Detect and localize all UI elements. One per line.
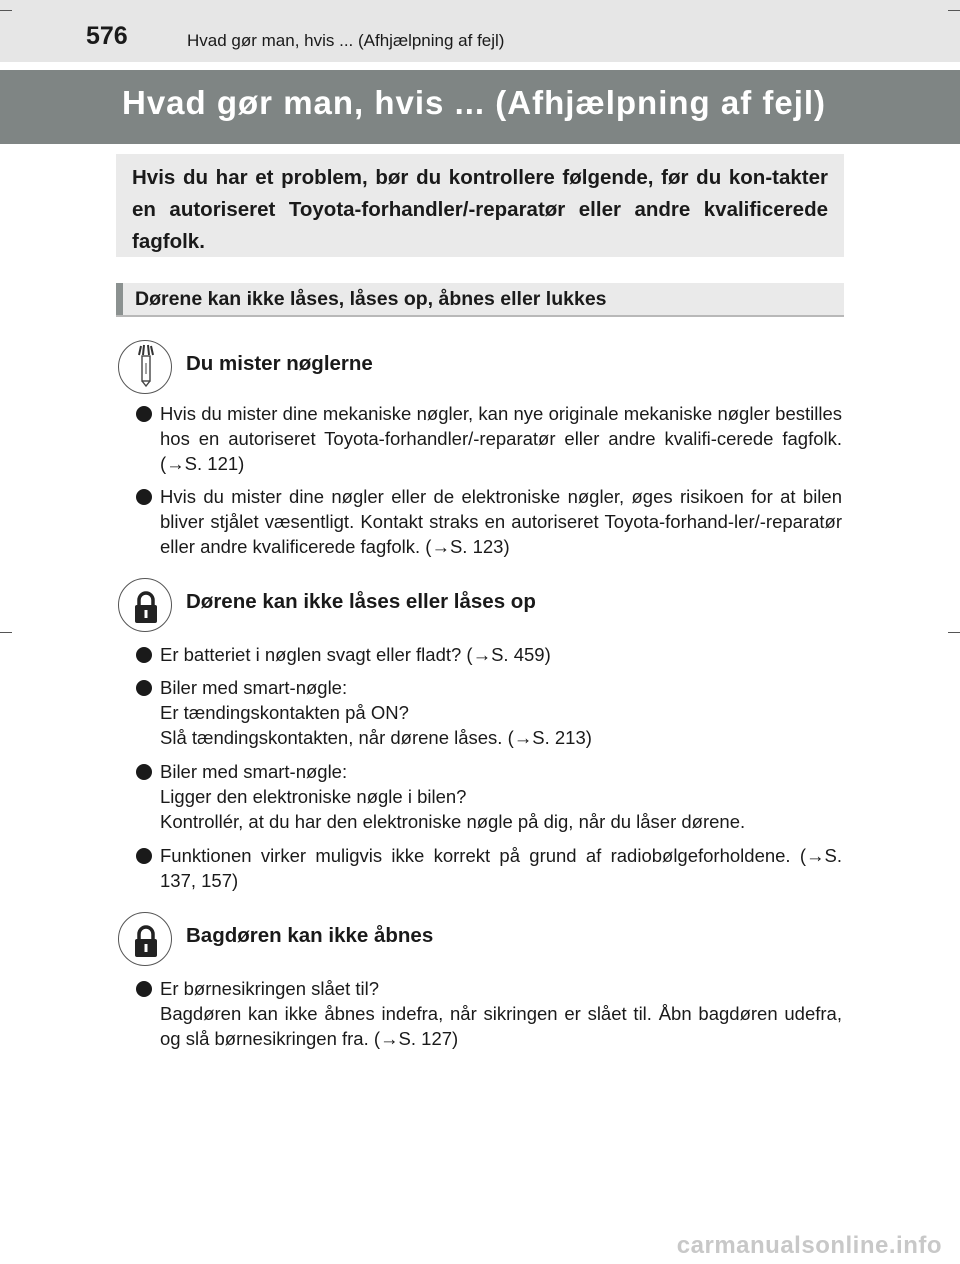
bullet-dot: [136, 848, 152, 864]
bullet-text: Funktionen virker muligvis ikke korrekt på grund af radiobølgeforholdene. (→S. 137, 157): [160, 845, 842, 891]
watermark: carmanualsonline.info: [676, 1232, 942, 1259]
bullet-text: Hvis du mister dine mekaniske nøgler, kan nye originale mekaniske nøgler bestilles hos en autoriseret Toyota-forhandler/-reparatør eller andre kvalifi-cerede fagfolk. (→S. 121): [160, 403, 842, 474]
padlock-icon: [118, 912, 172, 966]
section-title: Dørene kan ikke låses, låses op, åbnes eller lukkes: [135, 288, 607, 310]
list-item: [136, 843, 842, 893]
section-header: [116, 283, 844, 317]
crop-mark: [948, 10, 960, 11]
page-title: Hvad gør man, hvis ... (Afhjælpning af fejl): [122, 84, 827, 121]
bullet-dot: [136, 764, 152, 780]
bullet-text: Er batteriet i nøglen svagt eller fladt? (→S. 459): [160, 644, 551, 665]
list-item: [136, 759, 842, 834]
list-item: [136, 401, 842, 476]
crop-mark: [0, 632, 12, 633]
section-accent: [116, 283, 123, 315]
running-title: Hvad gør man, hvis ... (Afhjælpning af fejl): [187, 31, 505, 50]
intro-box: [116, 154, 844, 257]
key-icon: [118, 340, 172, 394]
bullet-line: Er tændingskontakten på ON?: [160, 702, 409, 723]
bullet-line: Biler med smart-nøgle:: [160, 677, 348, 698]
subsection-title: Du mister nøglerne: [186, 352, 373, 375]
crop-mark: [0, 10, 12, 11]
crop-mark: [948, 632, 960, 633]
bullet-dot: [136, 647, 152, 663]
list-item: [136, 484, 842, 559]
bullet-line: Biler med smart-nøgle:: [160, 761, 348, 782]
padlock-icon: [118, 578, 172, 632]
bullet-line: Kontrollér, at du har den elektroniske nøgle på dig, når du låser dørene.: [160, 811, 746, 832]
bullet-dot: [136, 406, 152, 422]
page-number: 576: [86, 22, 128, 50]
subsection-title: Bagdøren kan ikke åbnes: [186, 924, 434, 947]
bullet-text: Hvis du mister dine nøgler eller de elektroniske nøgler, øges risikoen for at bilen bliver stjålet væsentligt. Kontakt straks en autoriseret Toyota-forhand-ler/-reparatør eller andre kvalificerede fagfolk. (→S. 123): [160, 486, 842, 557]
bullet-line: Bagdøren kan ikke åbnes indefra, når sikringen er slået til. Åbn bagdøren udefra, og slå børnesikringen fra. (→S. 127): [160, 1003, 842, 1049]
bullet-dot: [136, 981, 152, 997]
bullet-line: Ligger den elektroniske nøgle i bilen?: [160, 786, 467, 807]
list-item: [136, 642, 842, 667]
bullet-dot: [136, 489, 152, 505]
intro-text: Hvis du har et problem, bør du kontrollere følgende, før du kon-takter en autoriseret Toyota-forhandler/-reparatør eller andre kvalificerede fagfolk.: [132, 166, 828, 253]
bullet-line: Slå tændingskontakten, når dørene låses. (→S. 213): [160, 727, 592, 748]
subsection-title: Dørene kan ikke låses eller låses op: [186, 590, 536, 613]
list-item: [136, 675, 842, 750]
bullet-dot: [136, 680, 152, 696]
list-item: [136, 976, 842, 1051]
bullet-line: Er børnesikringen slået til?: [160, 978, 380, 999]
